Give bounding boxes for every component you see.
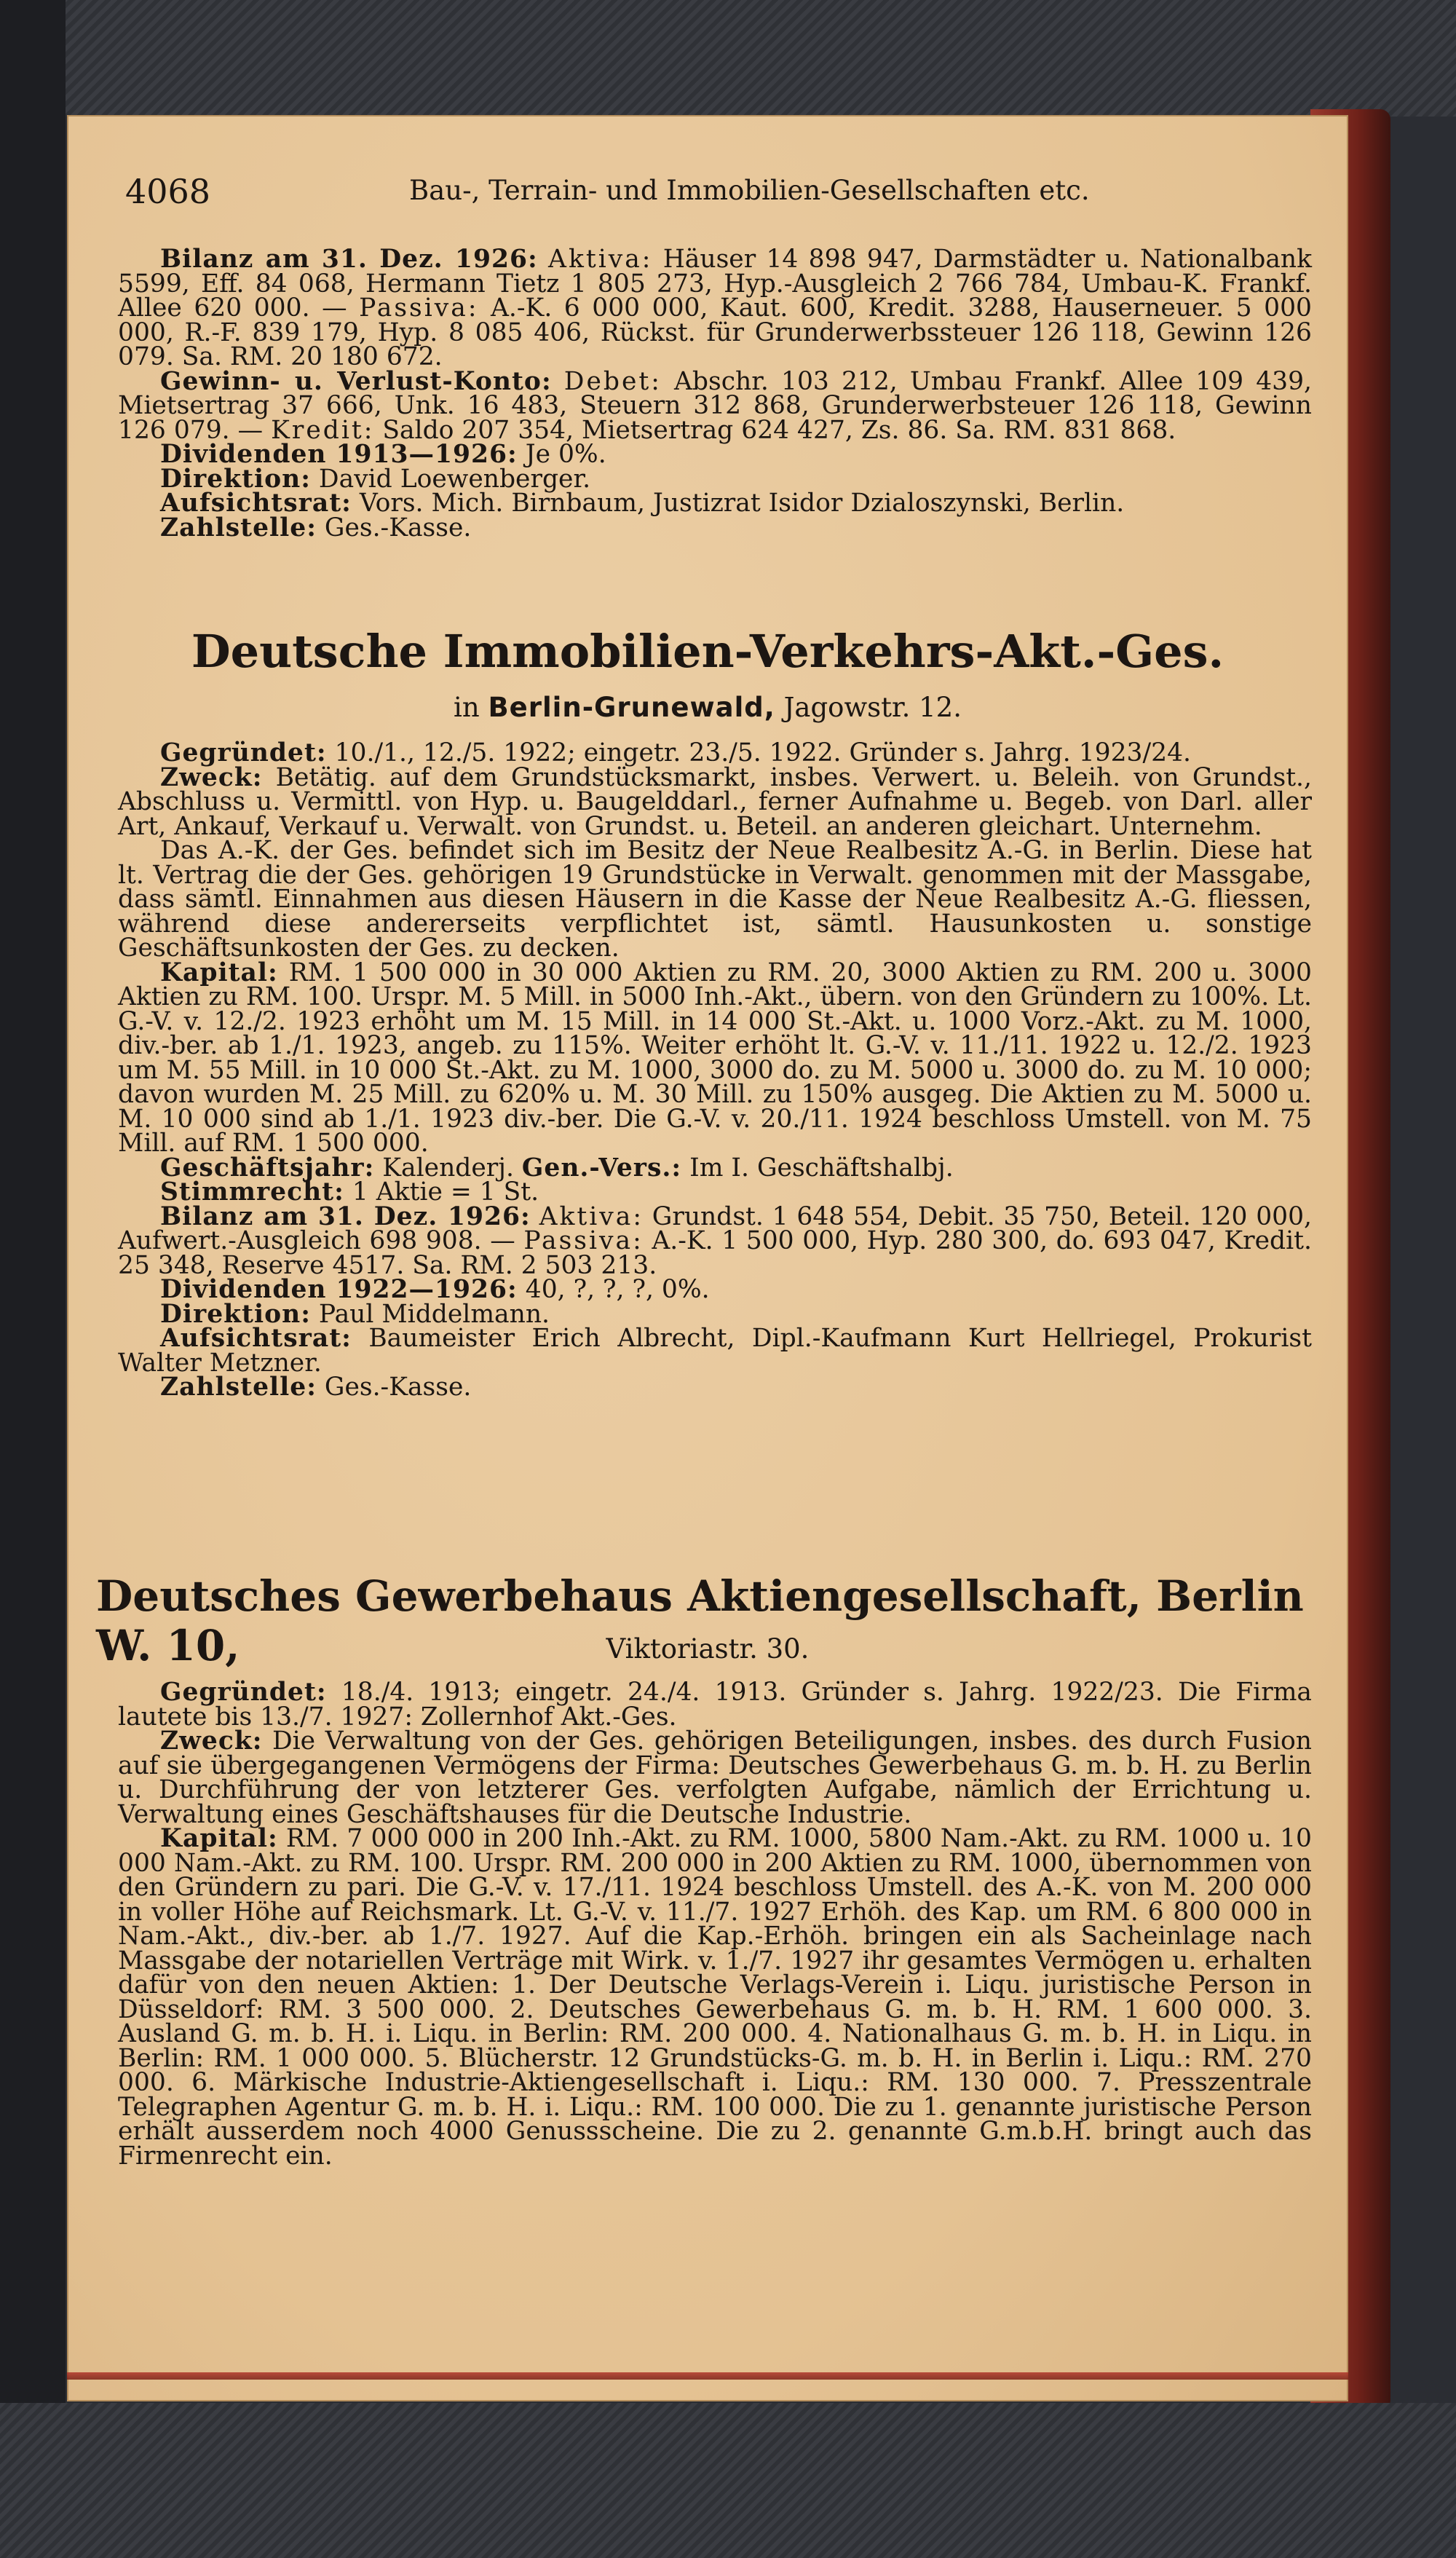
company-title-immobilien-verkehrs: Deutsche Immobilien-Verkehrs-Akt.-Ges. bbox=[191, 625, 1224, 678]
zahlstelle: Zahlstelle: Ges.-Kasse. bbox=[160, 513, 472, 542]
zweck: Zweck: Die Verwaltung von der Ges. gehörigen Beteiligungen, insbes. des durch Fusion auf sie übergegangenen Vermögens der Firma: Deutsches Gewerbehaus G. m. b. H. zu Berlin u. Durchführung der von letzterer Ges. verfolgten Aufgabe, nämlich der Errichtung u. Verwaltung eines Geschäftshauses für die Deutsche Industrie. bbox=[118, 1726, 1312, 1829]
kapital: Kapital: RM. 1 500 000 in 30 000 Aktien zu RM. 20, 3000 Aktien zu RM. 200 u. 3000 Aktien zu RM. 100. Urspr. M. 5 Mill. in 5000 Inh.-Akt., übern. von den Gründern zu 100%. Lt. G.-V. v. 12./2. 1923 erhöht um M. 15 Mill. in 14 000 St.-Akt. u. 1000 Vorz.-Akt. zu M. 1000, div.-ber. ab 1./1. 1923, angeb. zu 115%. Weiter erhöht lt. G.-V. v. 11./11. 1922 u. 12./2. 1923 um M. 55 Mill. in 10 000 St.-Akt. zu M. 1000, 3000 do. zu M. 5000 u. 3000 do. zu M. 10 000; davon wurden M. 25 Mill. zu 620% u. M. 30 Mill. zu 150% ausgeg. Die Aktien zu M. 5000 u. M. 10 000 sind ab 1./1. 1923 div.-ber. Die G.-V. v. 20./11. 1924 beschloss Umstell. von M. 75 Mill. auf RM. 1 500 000. bbox=[118, 958, 1312, 1158]
bilanz-1926: Bilanz am 31. Dez. 1926: Aktiva: Häuser 14 898 947, Darmstädter u. Nationalbank 5599, Eff. 84 068, Hermann Tietz 1 805 273, Hyp.-Ausgleich 2 766 784, Umbau-K. Frankf. Allee 620 000. — Passiva: A.-K. 6 000 000, Kaut. 600, Kredit. 3288, Hauserneuer. 5 000 000, R.-F. 839 179, Hyp. 8 085 406, Rückst. für Grunderwerbssteuer 126 118, Gewinn 126 079. Sa. RM. 20 180 672. bbox=[118, 245, 1313, 371]
page-number: 4068 bbox=[125, 172, 211, 211]
description-paragraph: Das A.-K. der Ges. befindet sich im Besitz der Neue Realbesitz A.-G. in Berlin. Diese hat lt. Vertrag die der Ges. gehörigen 19 Grundstücke in Verwalt. genommen mit der Massgabe, dass sämtl. Einnahmen aus diesen Häusern in die Kasse der Neue Realbesitz A.-G. fliessen, während diese andererseits verpflichtet ist, sämtl. Hausunkosten u. sonstige Geschäftsunkosten der Ges. zu decken. bbox=[118, 836, 1312, 963]
kapital: Kapital: RM. 7 000 000 in 200 Inh.-Akt. zu RM. 1000, 5800 Nam.-Akt. zu RM. 1000 u. 10 000 Nam.-Akt. zu RM. 100. Urspr. RM. 200 000 in 200 Aktien zu RM. 1000, übernommen von den Gründern zu pari. Die G.-V. v. 17./11. 1924 beschloss Umstell. des A.-K. von M. 200 000 in voller Höhe auf Reichsmark. Lt. G.-V. v. 11./7. 1927 Erhöh. des Kap. um RM. 6 800 000 in Nam.-Akt., div.-ber. ab 1./7. 1927. Auf die Kap.-Erhöh. bringen ein als Sacheinlage nach Massgabe der notariellen Verträge mit Wirk. v. 1./7. 1927 ihr gesamtes Vermögen u. erhalten dafür von den neuen Aktien: 1. Der Deutsche Verlags-Verein i. Liqu. juristische Person in Düsseldorf: RM. 3 500 000. 2. Deutsches Gewerbehaus G. m. b. H. RM. 1 600 000. 3. Ausland G. m. b. H. i. Liqu. in Berlin: RM. 200 000. 4. Nationalhaus G. m. b. H. in Liqu. in Berlin: RM. 1 000 000. 5. Blücherstr. 12 Grundstücks-G. m. b. H. in Berlin i. Liqu.: RM. 270 000. 6. Märkische Industrie-Aktiengesellschaft i. Liqu.: RM. 130 000. 7. Presszentrale Telegraphen Agentur G. m. b. H. i. Liqu.: RM. 100 000. Die zu 1. genannte juristische Person erhält ausserdem noch 4000 Genussscheine. Die zu 2. genannte G.m.b.H. bringt auch das Firmenrecht ein. bbox=[118, 1824, 1312, 2171]
company-title-gewerbehaus: Deutsches Gewerbehaus Aktiengesellschaft, Berlin W. 10, bbox=[96, 1571, 1304, 1670]
gegruendet: Gegründet: 10./1., 12./5. 1922; eingetr. 23./5. 1922. Gründer s. Jahrg. 1923/24. bbox=[160, 738, 1191, 767]
stimmrecht: Stimmrecht: 1 Aktie = 1 St. bbox=[160, 1177, 539, 1207]
book-page bbox=[67, 115, 1348, 2401]
geschaeftsjahr: Geschäftsjahr: Kalenderj. Gen.-Vers.: Im I. Geschäftshalbj. bbox=[160, 1153, 954, 1183]
aufsichtsrat: Aufsichtsrat: Vors. Mich. Birnbaum, Justizrat Isidor Dzialoszynski, Berlin. bbox=[160, 489, 1125, 518]
zweck: Zweck: Betätig. auf dem Grundstücksmarkt, insbes. Verwert. u. Beleih. von Grundst., Abschluss u. Vermittl. von Hyp. u. Baugelddarl., ferner Aufnahme u. Begeb. von Darl. aller Art, Ankauf, Verkauf u. Verwalt. von Grundst. u. Beteil. an anderen gleichart. Unternehm. bbox=[118, 762, 1312, 841]
scan-backdrop-side bbox=[0, 0, 66, 2558]
running-head bbox=[125, 172, 1290, 216]
scan-backdrop-top bbox=[0, 0, 1456, 117]
dividenden: Dividenden 1922—1926: 40, ?, ?, ?, 0%. bbox=[160, 1275, 710, 1304]
zahlstelle: Zahlstelle: Ges.-Kasse. bbox=[160, 1373, 472, 1402]
scan-backdrop-bottom bbox=[0, 2403, 1456, 2558]
direktion: Direktion: Paul Middelmann. bbox=[160, 1299, 550, 1329]
page-bottom-edge bbox=[67, 2372, 1348, 2380]
section-immobilien-verkehrs bbox=[118, 738, 1313, 1402]
section-previous-company bbox=[118, 245, 1313, 542]
company-address: Viktoriastr. 30. bbox=[606, 1633, 810, 1665]
direktion: Direktion: David Loewenberger. bbox=[160, 464, 591, 494]
aufsichtsrat: Aufsichtsrat: Baumeister Erich Albrecht, Dipl.-Kaufmann Kurt Hellriegel, Prokurist Walter Metzner. bbox=[118, 1324, 1313, 1378]
bilanz-1926: Bilanz am 31. Dez. 1926: Aktiva: Grundst. 1 648 554, Debit. 35 750, Beteil. 120 000, Aufwert.-Ausgleich 698 908. — Passiva: A.-K. 1 500 000, Hyp. 280 300, do. 693 047, Kredit. 25 348, Reserve 4517. Sa. RM. 2 503 213. bbox=[118, 1201, 1313, 1280]
running-title: Bau-, Terrain- und Immobilien-Gesellschaften etc. bbox=[409, 175, 1090, 206]
dividenden: Dividenden 1913—1926: Je 0%. bbox=[160, 440, 606, 469]
gewinn-verlust-konto: Gewinn- u. Verlust-Konto: Debet: Abschr. 103 212, Umbau Frankf. Allee 109 439, Mietsertrag 37 666, Unk. 16 483, Steuern 312 868, Grunderwerbsteuer 126 118, Gewinn 126 079. — Kredit: Saldo 207 354, Mietsertrag 624 427, Zs. 86. Sa. RM. 831 868. bbox=[118, 366, 1313, 445]
section-gewerbehaus bbox=[118, 1678, 1312, 2171]
company-location: in Berlin-Grunewald, Jagowstr. 12. bbox=[454, 692, 962, 723]
gegruendet: Gegründet: 18./4. 1913; eingetr. 24./4. 1913. Gründer s. Jahrg. 1922/23. Die Firma lautete bis 13./7. 1927: Zollernhof Akt.-Ges. bbox=[118, 1678, 1312, 1732]
